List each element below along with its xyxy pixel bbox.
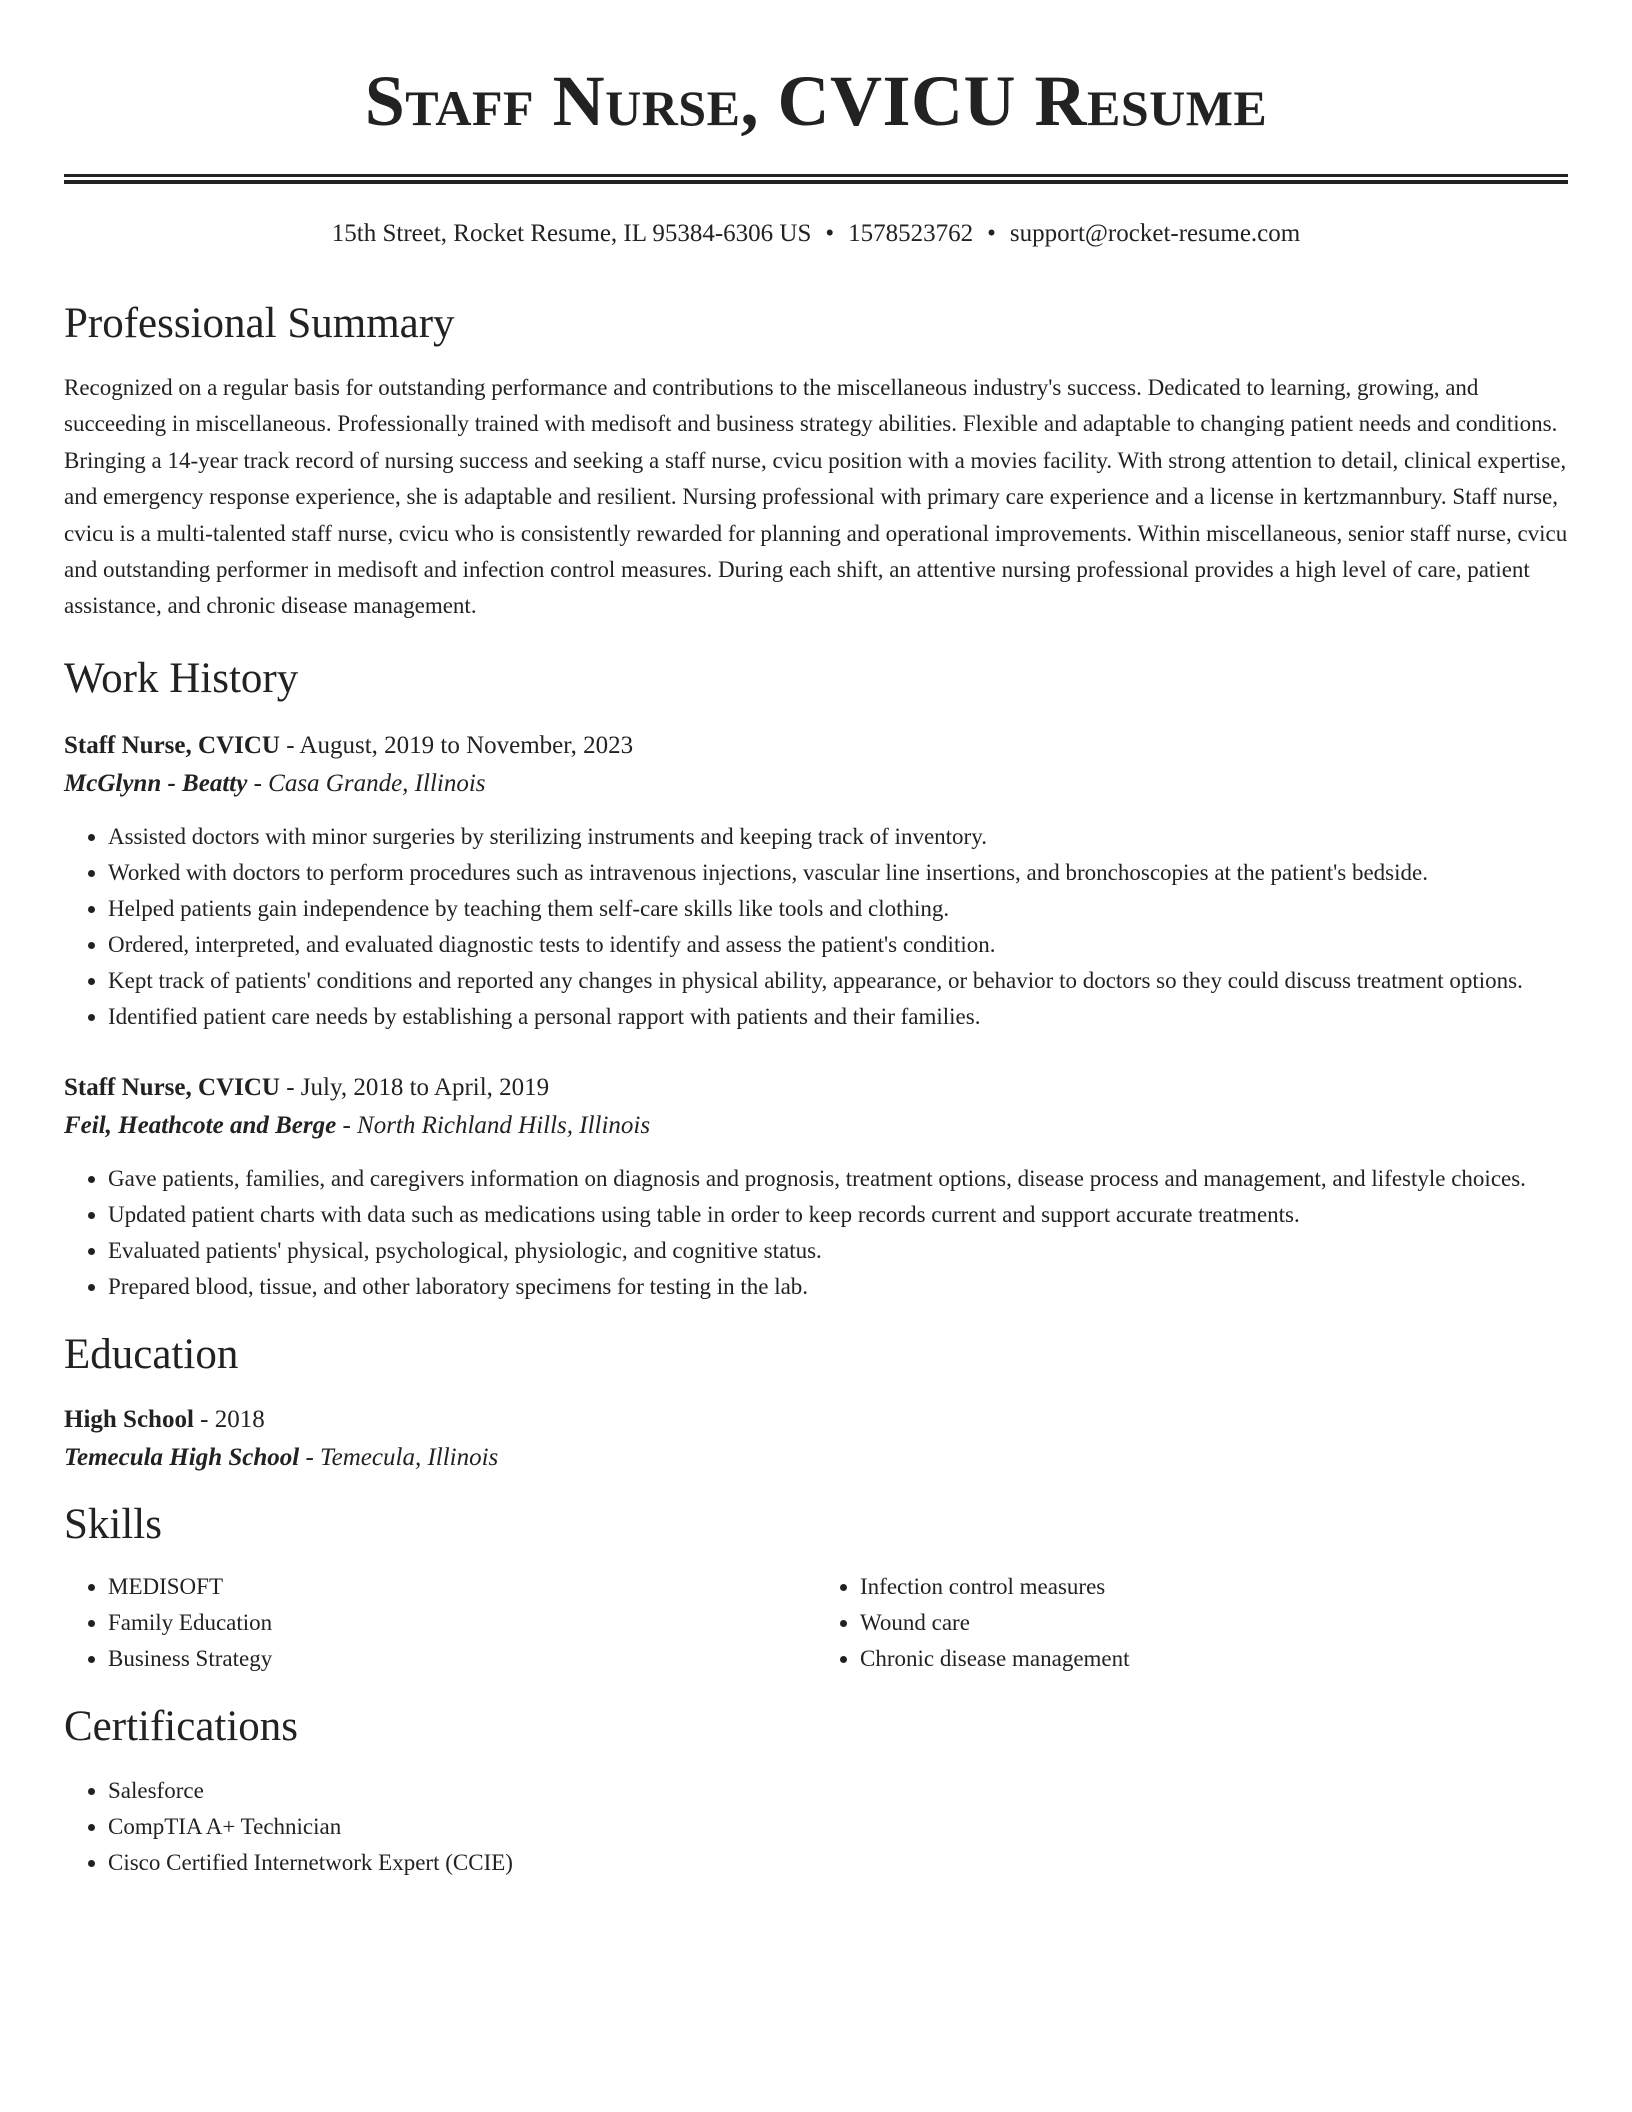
job-bullets [64,1161,1568,1305]
contact-separator: • [987,220,996,247]
skill-item: • Business Strategy [108,1641,816,1677]
contact-email: support@rocket-resume.com [1009,220,1301,247]
contact-address: 15th Street, Rocket Resume, IL 95384-6306 US [331,220,812,247]
education-heading: Education [64,1330,239,1378]
certifications-list [64,1773,1568,1881]
job-bullet: • Helped patients gain independence by teaching them self-care skills like tools and clothing. [108,891,1568,927]
skills-grid [64,1569,1568,1677]
skills-column-left [64,1569,816,1677]
certification-item: • CompTIA A+ Technician [108,1809,1568,1845]
education-school-line [64,1439,1568,1477]
skill-item: • Family Education [108,1605,816,1641]
job-bullet: • Ordered, interpreted, and evaluated diagnostic tests to identify and assess the patient's condition. [108,927,1568,963]
job-entry [64,1069,1568,1305]
company-location: - Casa Grande, Illinois [247,769,486,797]
skills-heading: Skills [64,1500,162,1548]
company-line [64,765,1568,803]
job-bullet: • Assisted doctors with minor surgeries by sterilizing instruments and keeping track of inventory. [108,819,1568,855]
job-bullet: • Evaluated patients' physical, psychological, physiologic, and cognitive status. [108,1233,1568,1269]
contact-phone: 1578523762 [848,220,974,247]
job-title-line [64,1069,1568,1107]
certification-item: • Cisco Certified Internetwork Expert (CCIE) [108,1845,1568,1881]
job-dates: - August, 2019 to November, 2023 [279,731,634,759]
company-name: McGlynn - Beatty [64,769,248,797]
contact-separator: • [825,220,835,247]
job-bullet: • Identified patient care needs by establishing a personal rapport with patients and their families. [108,999,1568,1035]
job-entry [64,727,1568,1035]
company-line [64,1107,1568,1145]
education-year: - 2018 [193,1405,265,1433]
job-bullet: • Prepared blood, tissue, and other laboratory specimens for testing in the lab. [108,1269,1568,1305]
education-school: Temecula High School [64,1443,300,1471]
education-location: - Temecula, Illinois [299,1443,499,1471]
certification-item: • Salesforce [108,1773,1568,1809]
skill-item: • Infection control measures [860,1569,1568,1605]
skill-item: • MEDISOFT [108,1569,816,1605]
summary-heading: Professional Summary [64,300,455,347]
job-bullets [64,819,1568,1035]
certifications-heading: Certifications [64,1702,299,1750]
job-bullet: • Updated patient charts with data such as medications using table in order to keep records current and support accurate treatments. [108,1197,1568,1233]
job-bullet: • Gave patients, families, and caregivers information on diagnosis and prognosis, treatment options, disease process and management, and lifestyle choices. [108,1161,1568,1197]
company-name: Feil, Heathcote and Berge [64,1111,337,1139]
job-title: Staff Nurse, CVICU [64,731,280,759]
job-title: Staff Nurse, CVICU [64,1073,280,1101]
resume-title: Staff Nurse, CVICU Resume [364,61,1268,141]
job-dates: - July, 2018 to April, 2019 [279,1073,550,1101]
skill-item: • Wound care [860,1605,1568,1641]
company-location: - North Richland Hills, Illinois [336,1111,651,1139]
education-degree-line [64,1401,1568,1439]
job-bullet: • Worked with doctors to perform procedures such as intravenous injections, vascular line insertions, and bronchoscopies at the patient's bedside. [108,855,1568,891]
title-double-rule [64,174,1568,184]
job-bullet: • Kept track of patients' conditions and reported any changes in physical ability, appearance, or behavior to doctors so they could discuss treatment options. [108,963,1568,999]
contact-line [64,216,1568,252]
skill-item: • Chronic disease management [860,1641,1568,1677]
skills-column-right [816,1569,1568,1677]
job-title-line [64,727,1568,765]
summary-text: Recognized on a regular basis for outstanding performance and contributions to the miscellaneous industry's success. Dedicated to learning, growing, and succeeding in miscellaneous. Professionally trained with medisoft and business strategy abilities. Flexible and adaptable to changing patient needs and conditions. Bringing a 14-year track record of nursing success and seeking a staff nurse, cvicu position with a movies facility. With strong attention to detail, clinical expertise, and emergency response experience, she is adaptable and resilient. Nursing professional with primary care experience and a license in kertzmannbury. Staff nurse, cvicu is a multi-talented staff nurse, cvicu who is consistently rewarded for planning and operational improvements. Within miscellaneous, senior staff nurse, cvicu and outstanding performer in medisoft and infection control measures. During each shift, an attentive nursing professional provides a high level of care, patient assistance, and chronic disease management. [64,375,1568,619]
education-degree: High School [64,1405,194,1433]
work-history-heading: Work History [64,654,299,702]
